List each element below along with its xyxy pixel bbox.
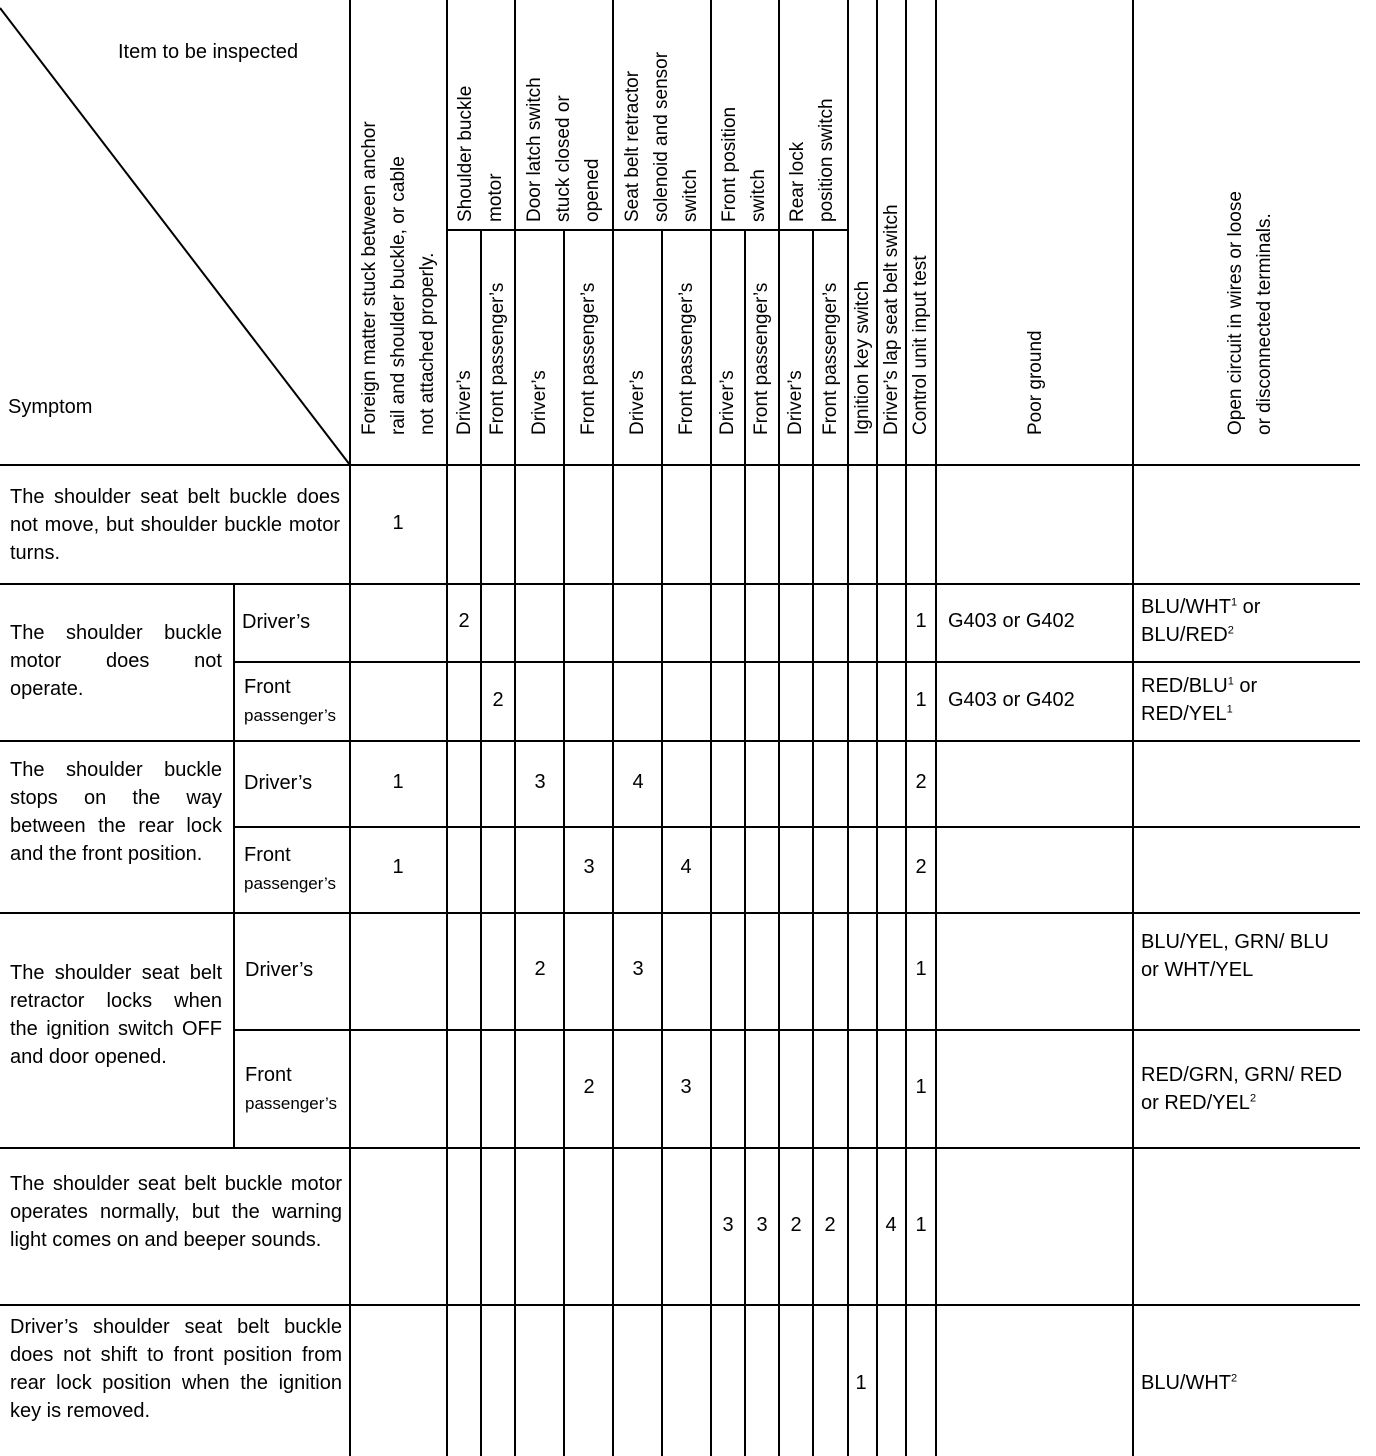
row3-front-label: Front passenger’s: [244, 844, 336, 893]
col-foreign-matter-line2: rail and shoulder buckle, or cable: [388, 156, 409, 435]
col-drivers-lap-seat-belt-switch: Driver’s lap seat belt switch: [881, 204, 902, 435]
col-poor-ground: Poor ground: [1025, 330, 1046, 435]
row5-control: 1: [915, 1214, 927, 1236]
item-to-be-inspected-label: Item to be inspected: [118, 41, 299, 63]
grp-door-latch-line3: opened: [582, 158, 603, 222]
sub-fpos-driver: Driver’s: [717, 370, 738, 435]
col-open-circuit-line1: Open circuit in wires or loose: [1225, 191, 1246, 435]
row4-front-door: 2: [583, 1076, 595, 1098]
row4-symptom: The shoulder seat belt retractor locks when the ignition switch OFF and door opened.: [10, 962, 222, 1068]
row2-front-ground: G403 or G402: [948, 689, 1075, 711]
sub-rear-front: Front passenger’s: [820, 282, 841, 435]
row3-symptom: The shoulder buckle stops on the way between the rear lock and the front position.: [10, 759, 222, 865]
row4-driver-control: 1: [915, 958, 927, 980]
row3-front-retractor: 4: [680, 856, 692, 878]
row2-driver-wires: BLU/WHT$^1$ or BLU/RED$^2$: [1141, 596, 1261, 646]
row5-front-pos-driver: 3: [722, 1214, 734, 1236]
row6-symptom: Driver’s shoulder seat belt buckle does not shift to front position from rear lock position when the ignition key is removed.: [10, 1316, 342, 1422]
row2-driver-label: Driver’s: [242, 611, 311, 633]
sub-retr-driver: Driver’s: [627, 370, 648, 435]
row4-front-label: Front passenger’s: [245, 1064, 337, 1113]
row2-driver-ground: G403 or G402: [948, 610, 1075, 632]
row4-driver-label: Driver’s: [245, 959, 314, 981]
grp-shoulder-motor-line1: Shoulder buckle: [455, 85, 476, 222]
row5-front-pos-front: 3: [756, 1214, 768, 1236]
grp-front-pos-line2: switch: [748, 169, 769, 222]
row2-front-label: Front passenger’s: [244, 676, 336, 725]
row2-driver-motor: 2: [458, 610, 470, 632]
grp-rear-lock-line2: position switch: [816, 98, 837, 222]
sub-rear-driver: Driver’s: [785, 370, 806, 435]
col-open-circuit-line2: or disconnected terminals.: [1254, 213, 1275, 435]
grp-retractor-line2: solenoid and sensor: [651, 51, 672, 222]
row3-driver-foreign: 1: [392, 771, 404, 793]
row5-lap-switch: 4: [885, 1214, 897, 1236]
row4-driver-retractor: 3: [632, 958, 644, 980]
sub-motor-driver: Driver’s: [454, 370, 475, 435]
row3-front-foreign: 1: [392, 856, 404, 878]
row2-front-control: 1: [915, 689, 927, 711]
grp-rear-lock-line1: Rear lock: [787, 141, 808, 222]
row2-symptom: The shoulder buckle motor does not operate.: [10, 622, 222, 700]
row4-front-control: 1: [915, 1076, 927, 1098]
row5-rear-lock-front: 2: [824, 1214, 836, 1236]
row3-driver-door: 3: [534, 771, 546, 793]
col-foreign-matter-line1: Foreign matter stuck between anchor: [359, 121, 380, 435]
sub-door-driver: Driver’s: [529, 370, 550, 435]
row3-driver-retractor: 4: [632, 771, 644, 793]
row4-driver-wires: BLU/YEL, GRN/ BLU or WHT/YEL: [1141, 931, 1329, 981]
row3-driver-label: Driver’s: [244, 772, 313, 794]
row2-front-motor: 2: [492, 689, 504, 711]
row4-front-retractor: 3: [680, 1076, 692, 1098]
row3-driver-control: 2: [915, 771, 927, 793]
sub-retr-front: Front passenger’s: [676, 282, 697, 435]
row1-foreign: 1: [392, 512, 404, 534]
col-foreign-matter-line3: not attached properly.: [417, 252, 438, 435]
col-control-unit-input-test: Control unit input test: [910, 255, 931, 435]
grp-retractor-line3: switch: [680, 169, 701, 222]
row4-front-wires: RED/GRN, GRN/ RED or RED/YEL$^2$: [1141, 1064, 1343, 1114]
grp-retractor-line1: Seat belt retractor: [622, 70, 643, 222]
row1-symptom: The shoulder seat belt buckle does not move, but shoulder buckle motor turns.: [10, 486, 340, 564]
row2-driver-control: 1: [915, 610, 927, 632]
grp-front-pos-line1: Front position: [719, 106, 740, 222]
row2-front-wires: RED/BLU$^1$ or RED/YEL$^1$: [1141, 675, 1258, 725]
sub-fpos-front: Front passenger’s: [751, 282, 772, 435]
row3-front-door: 3: [583, 856, 595, 878]
row4-driver-door: 2: [534, 958, 546, 980]
row6-wires: BLU/WHT$^2$: [1141, 1372, 1238, 1394]
grp-door-latch-line1: Door latch switch: [524, 77, 545, 222]
row6-ignition: 1: [855, 1372, 867, 1394]
symptom-label: Symptom: [8, 396, 93, 418]
row3-front-control: 2: [915, 856, 927, 878]
grp-door-latch-line2: stuck closed or: [553, 95, 574, 222]
sub-motor-front: Front passenger’s: [487, 282, 508, 435]
sub-door-front: Front passenger’s: [578, 282, 599, 435]
row5-rear-lock-driver: 2: [790, 1214, 802, 1236]
grp-shoulder-motor-line2: motor: [485, 173, 506, 222]
col-ignition-key-switch: Ignition key switch: [852, 280, 873, 435]
row5-symptom: The shoulder seat belt buckle motor operates normally, but the warning light comes on and beeper sounds.: [10, 1173, 342, 1251]
